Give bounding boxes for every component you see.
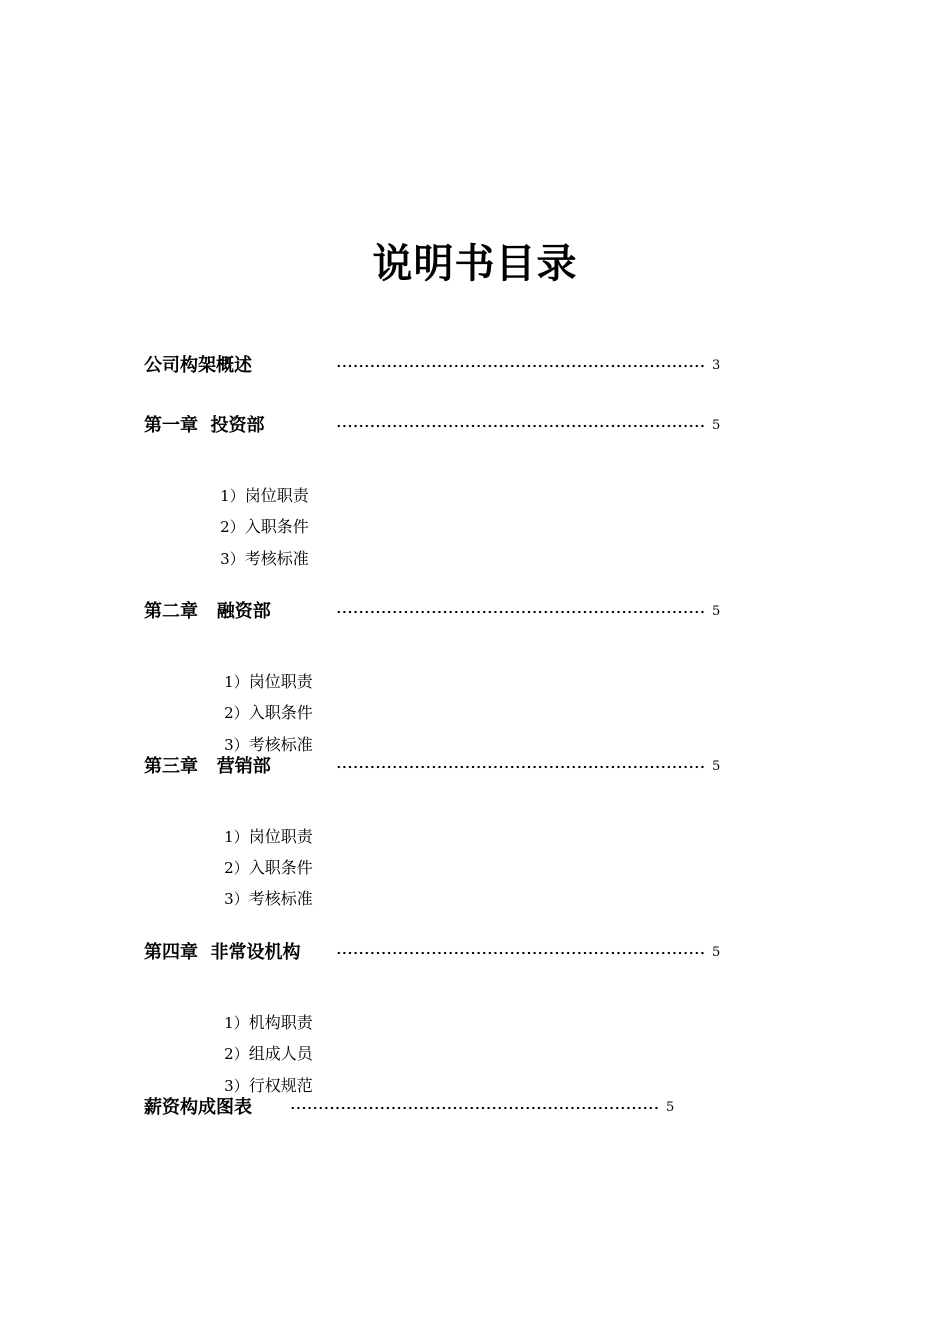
toc-page-number: 5 [712,418,721,433]
toc-subitem-number: 3） [220,550,245,568]
toc-entry-label: 第三章 营销部 [144,756,271,777]
page-title: 说明书目录 [372,241,578,287]
toc-entry-chapter-4[interactable] [0,938,950,968]
toc-page-number: 5 [666,1100,675,1115]
toc-leader-dots [336,765,706,769]
toc-subitem-text: 机构职责 [248,1013,313,1032]
toc-leader-dots [290,1106,660,1110]
toc-subitem-text: 考核标准 [248,889,313,908]
toc-subitem[interactable] [210,523,309,571]
toc-subitem[interactable] [214,709,313,757]
toc-subitem-text: 入职条件 [244,517,309,536]
toc-subitem[interactable] [214,1050,313,1098]
toc-subitem-number: 1） [224,828,249,846]
toc-entry-salary-chart[interactable] [0,1093,950,1123]
toc-subitem[interactable] [214,863,313,911]
toc-leader-dots [336,424,706,428]
toc-subitem-text: 入职条件 [248,703,313,722]
toc-subitem-text: 考核标准 [244,549,309,568]
toc-entry-label: 薪资构成图表 [144,1097,252,1118]
toc-leader-dots [336,610,706,614]
toc-page-number: 5 [712,604,721,619]
toc-page-number: 5 [712,759,721,774]
toc-subitem-number: 3） [224,1077,249,1095]
toc-subitem-number: 3） [224,890,249,908]
toc-entry-label: 公司构架概述 [144,355,252,376]
toc-subitem-text: 行权规范 [248,1076,313,1095]
toc-subitem-number: 2） [224,859,249,877]
toc-entry-label: 第一章 投资部 [144,415,265,436]
toc-subitem-number: 2） [224,704,249,722]
toc-leader-dots [336,364,706,368]
toc-subitem-text: 考核标准 [248,735,313,754]
toc-subitem-number: 1） [220,487,245,505]
toc-entry-label: 第四章 非常设机构 [144,942,301,963]
toc-page-number: 5 [712,945,721,960]
toc-subitem-text: 入职条件 [248,858,313,877]
toc-subitem-text: 组成人员 [248,1044,313,1063]
toc-entry-chapter-3[interactable] [0,752,950,782]
toc-subitem-number: 1） [224,673,249,691]
toc-entry-company-overview[interactable] [0,351,950,381]
toc-subitem-number: 2） [224,1045,249,1063]
toc-page-number: 3 [712,358,721,373]
toc-entry-chapter-1[interactable] [0,411,950,441]
toc-subitem-text: 岗位职责 [248,827,313,846]
toc-subitem-number: 2） [220,518,245,536]
toc-leader-dots [336,951,706,955]
toc-subitem-number: 1） [224,1014,249,1032]
toc-entry-chapter-2[interactable] [0,597,950,627]
toc-subitem-number: 3） [224,736,249,754]
toc-entry-label: 第二章 融资部 [144,601,271,622]
toc-subitem-text: 岗位职责 [248,672,313,691]
toc-subitem-text: 岗位职责 [244,486,309,505]
